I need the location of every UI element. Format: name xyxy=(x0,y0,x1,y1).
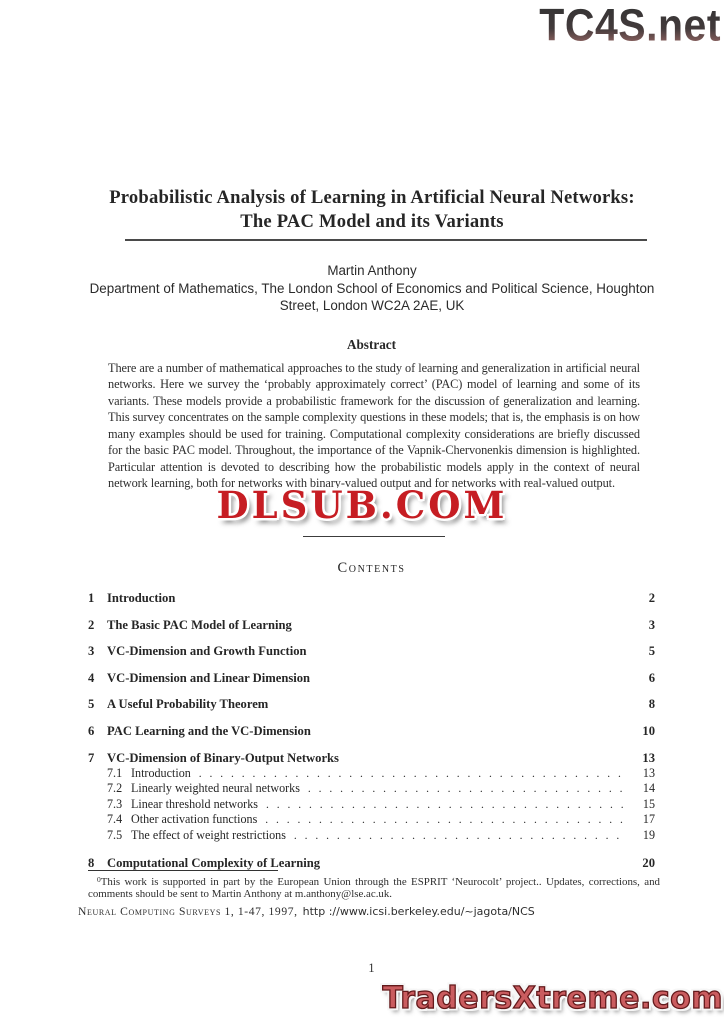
journal-name: Neural Computing Surveys 1, 1-47, 1997, xyxy=(78,905,298,918)
toc-entry-label: Computational Complexity of Learning xyxy=(107,855,321,870)
toc-entry-number: 7.3 xyxy=(107,796,123,811)
toc-entry-page: 13 xyxy=(642,765,655,780)
table-of-contents xyxy=(88,591,655,870)
abstract-text: There are a number of mathematical approaches to the study of learning and generalization in artificial neural networks. Here we survey the ‘probably approximately correct’ (PAC) model of learning and some of its variants. These models provide a probabilistic framework for the discussion of generalization and learning. This survey concentrates on the sample complexity questions in these models; that is, the emphasis is on how many examples should be used for training. Computational complexity considerations are briefly discussed for the basic PAC model. Throughout, the importance of the Vapnik-Chervonenkis dimension is highlighted. Particular attention is devoted to describing how the probabilistic models apply in the context of neural network learning, both for networks with binary-valued output and for networks with real-valued output. xyxy=(108,361,640,491)
abstract-heading: Abstract xyxy=(346,337,397,352)
toc-dot-leader xyxy=(266,798,625,813)
author-name: Martin Anthony xyxy=(327,263,417,278)
paper-title xyxy=(20,186,724,233)
toc-subentry xyxy=(88,766,655,782)
toc-entry-page: 19 xyxy=(642,827,655,842)
toc-subentry xyxy=(88,812,655,828)
toc-entry-label: Linearly weighted neural networks xyxy=(131,781,300,796)
toc-entry-number: 7.4 xyxy=(107,812,123,827)
toc-dot-leader xyxy=(265,813,625,828)
footnote-divider xyxy=(88,870,278,871)
toc-entry-label: Introduction xyxy=(107,591,176,605)
toc-entry-number: 7 xyxy=(88,750,95,765)
toc-entry xyxy=(88,671,655,685)
toc-entry-page: 3 xyxy=(648,617,655,632)
footnote-text: This work is supported in part by the European Union through the ESPRIT ‘Neurocolt’ project.. Updates, corrections, and comments should be sent to Martin Anthony at m.anthony@lse.ac.uk. xyxy=(88,876,660,900)
toc-entry-page: 15 xyxy=(642,796,655,811)
title-divider xyxy=(125,239,647,241)
toc-entry-number: 7.1 xyxy=(107,765,123,780)
author-block xyxy=(20,262,724,315)
toc-dot-leader xyxy=(294,829,625,844)
toc-entry-number: 1 xyxy=(88,591,95,605)
paper-title-line1: Probabilistic Analysis of Learning in Artificial Neural Networks: xyxy=(109,187,635,208)
toc-entry-page: 14 xyxy=(642,781,655,796)
toc-subentry xyxy=(88,828,655,844)
toc-entry-label: A Useful Probability Theorem xyxy=(107,697,269,712)
toc-dot-leader xyxy=(199,767,625,782)
toc-entry-label: Introduction xyxy=(131,765,191,780)
toc-entry-label: PAC Learning and the VC-Dimension xyxy=(107,723,311,738)
toc-subentry xyxy=(88,797,655,813)
toc-dot-leader xyxy=(308,782,625,797)
author-affiliation-line2: Street, London WC2A 2AE, UK xyxy=(279,298,465,314)
author-affiliation-line1: Department of Mathematics, The London School of Economics and Political Science, Houghton xyxy=(89,280,655,296)
toc-entry-label: VC-Dimension and Growth Function xyxy=(107,644,307,659)
watermark-middle: DLSUB.COM xyxy=(216,483,508,527)
toc-entry-page: 5 xyxy=(648,644,655,659)
toc-entry xyxy=(88,591,655,605)
contents-heading: Contents xyxy=(337,560,406,576)
toc-entry xyxy=(88,856,655,870)
toc-entry xyxy=(88,697,655,711)
abstract-divider xyxy=(303,536,445,537)
toc-entry xyxy=(88,724,655,738)
toc-entry-number: 4 xyxy=(88,670,95,685)
toc-entry-page: 10 xyxy=(642,723,655,738)
toc-entry-number: 8 xyxy=(88,855,95,870)
toc-entry xyxy=(88,644,655,658)
toc-entry-page: 6 xyxy=(648,670,655,685)
toc-subentry xyxy=(88,781,655,797)
paper-title-line2: The PAC Model and its Variants xyxy=(240,210,504,232)
toc-entry-label: VC-Dimension and Linear Dimension xyxy=(107,670,311,685)
watermark-bottom: TradersXtreme.com xyxy=(382,981,723,1016)
watermark-top: TC4S.net xyxy=(539,0,721,51)
toc-entry-page: 20 xyxy=(642,855,655,870)
page-number: 1 xyxy=(368,961,375,975)
footnote-marker: 0 xyxy=(97,875,101,884)
footnote xyxy=(88,874,660,901)
toc-entry-number: 7.5 xyxy=(107,827,123,842)
toc-entry-number: 5 xyxy=(88,697,95,712)
toc-entry-number: 7.2 xyxy=(107,781,123,796)
toc-entry-label: Other activation functions xyxy=(131,812,258,827)
journal-url: http ://www.icsi.berkeley.edu/~jagota/NCS xyxy=(302,905,535,918)
toc-entry-number: 6 xyxy=(88,723,95,738)
toc-entry-page: 17 xyxy=(642,812,655,827)
toc-entry-label: VC-Dimension of Binary-Output Networks xyxy=(107,750,339,765)
toc-entry-number: 3 xyxy=(88,644,95,659)
toc-entry-page: 13 xyxy=(642,750,655,765)
toc-entry-number: 2 xyxy=(88,617,95,632)
toc-entry xyxy=(88,751,655,765)
toc-entry-label: The Basic PAC Model of Learning xyxy=(107,617,292,632)
toc-entry xyxy=(88,618,655,632)
toc-entry-page: 2 xyxy=(648,591,655,605)
toc-entry-page: 8 xyxy=(648,697,655,712)
journal-line xyxy=(78,905,535,918)
toc-entry-label: The effect of weight restrictions xyxy=(131,827,286,842)
toc-entry-label: Linear threshold networks xyxy=(131,796,258,811)
